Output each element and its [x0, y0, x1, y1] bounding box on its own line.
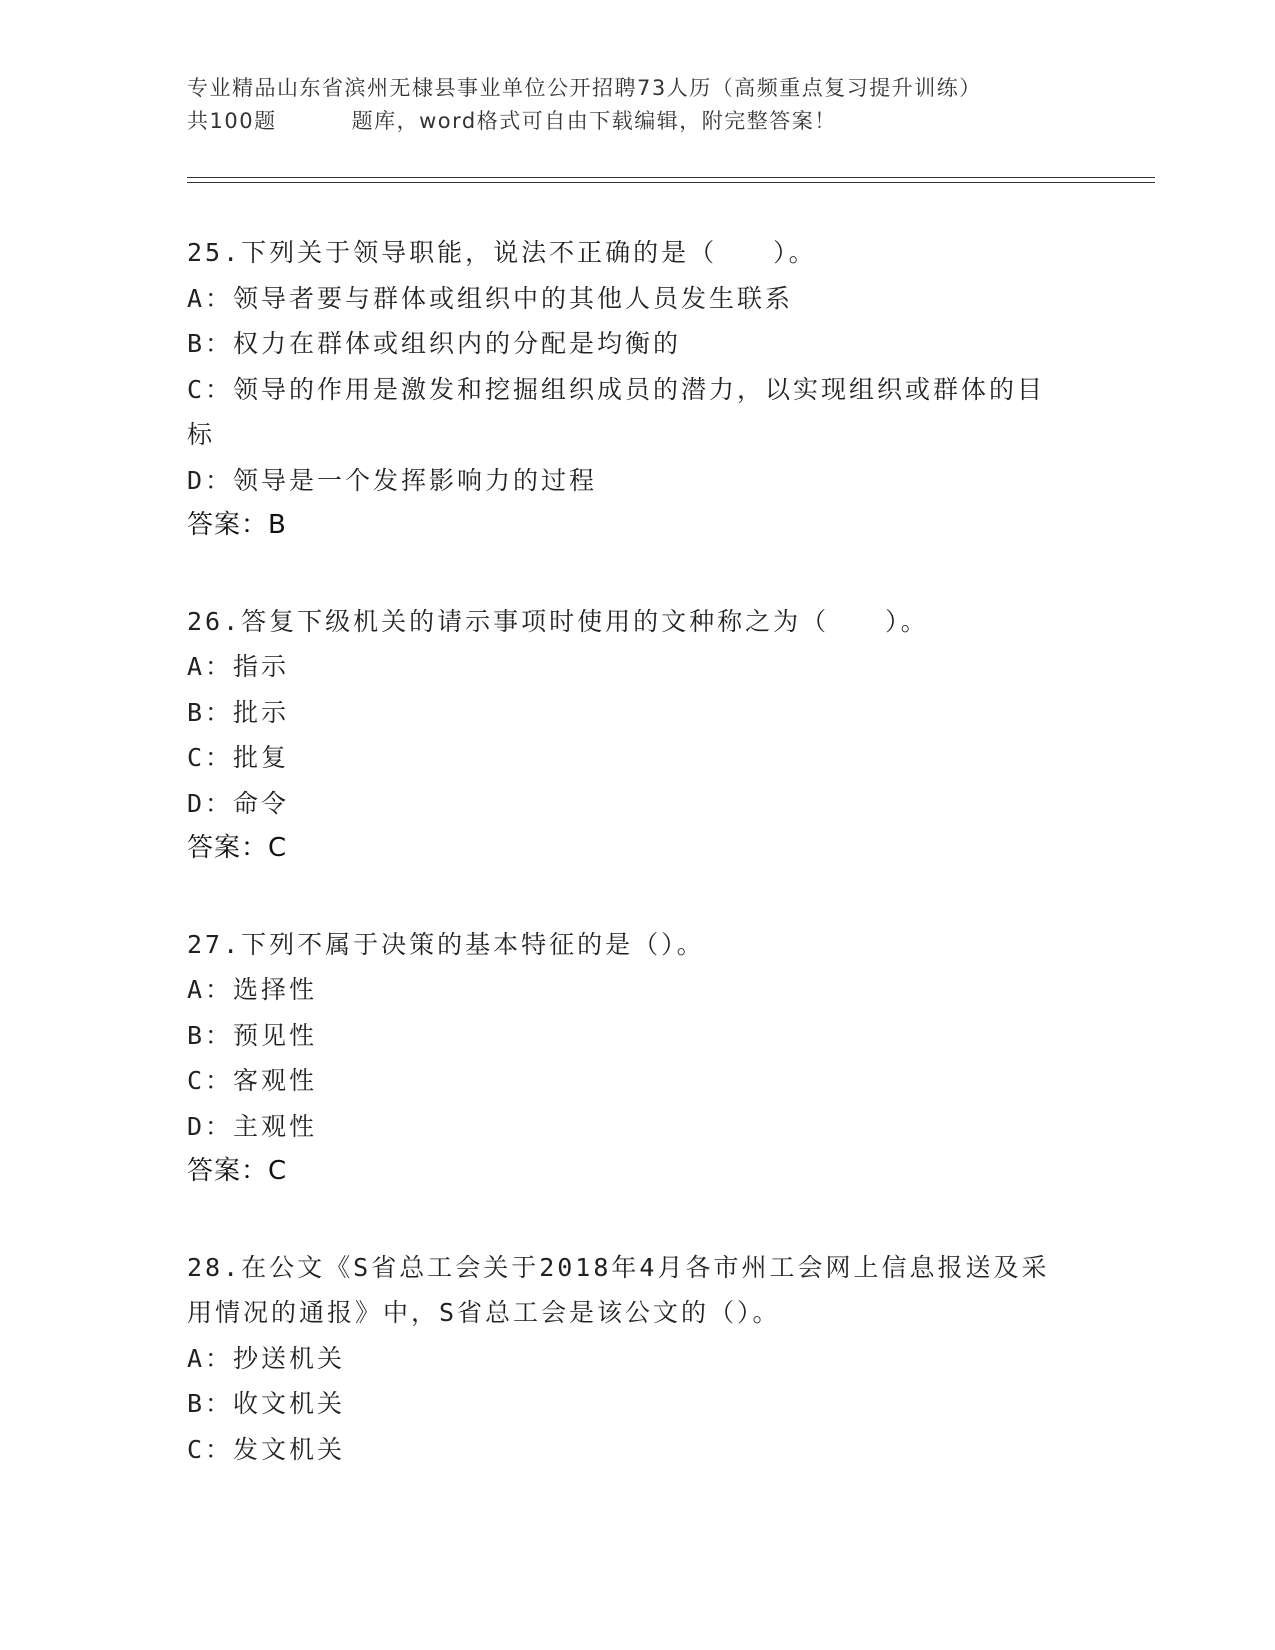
question-stem-continued: 用情况的通报》中，S省总工会是该公文的（）。 [187, 1298, 781, 1327]
option-b: B：批示 [187, 697, 290, 727]
answer: 答案：B [187, 510, 287, 540]
question-28 [187, 1245, 1087, 1473]
answer: 答案：C [187, 833, 288, 863]
option-d: D：命令 [187, 788, 290, 818]
question-25 [187, 230, 1087, 549]
option-a: A：抄送机关 [187, 1343, 346, 1373]
question-stem: 27.下列不属于决策的基本特征的是（）。 [187, 929, 705, 959]
question-26 [187, 599, 1087, 872]
option-c: C：发文机关 [187, 1434, 346, 1464]
option-d: D：领导是一个发挥影响力的过程 [187, 465, 598, 495]
question-27 [187, 922, 1087, 1195]
question-stem: 25.下列关于领导职能，说法不正确的是（ ）。 [187, 238, 817, 267]
option-c: C：客观性 [187, 1066, 318, 1095]
option-a: A：选择性 [187, 975, 318, 1004]
option-c: C：批复 [187, 743, 290, 772]
header-divider-top [187, 177, 1155, 178]
header-title-line: 专业精品山东省滨州无棣县事业单位公开招聘73人历（高频重点复习提升训练） [187, 76, 982, 100]
option-c-continued: 标 [187, 420, 216, 449]
option-b: B：权力在群体或组织内的分配是均衡的 [187, 329, 682, 358]
question-stem: 28.在公文《S省总工会关于2018年4月各市州工会网上信息报送及采 [187, 1252, 1050, 1282]
header-question-count: 共100题 [187, 109, 277, 133]
header-description: 题库，word格式可自由下载编辑，附完整答案！ [351, 109, 837, 133]
question-stem: 26.答复下级机关的请示事项时使用的文种称之为（ ）。 [187, 606, 929, 636]
option-a: A：领导者要与群体或组织中的其他人员发生联系 [187, 283, 794, 313]
option-c: C：领导的作用是激发和挖掘组织成员的潜力，以实现组织或群体的目 [187, 374, 1046, 404]
option-a: A：指示 [187, 652, 290, 681]
answer: 答案：C [187, 1156, 288, 1186]
header-divider-bottom [187, 182, 1155, 183]
document-header [187, 72, 1087, 138]
header-subtitle-line [187, 105, 1087, 138]
question-list [187, 230, 1087, 1522]
option-d: D：主观性 [187, 1111, 318, 1141]
option-b: B：预见性 [187, 1020, 318, 1050]
option-b: B：收文机关 [187, 1389, 346, 1418]
